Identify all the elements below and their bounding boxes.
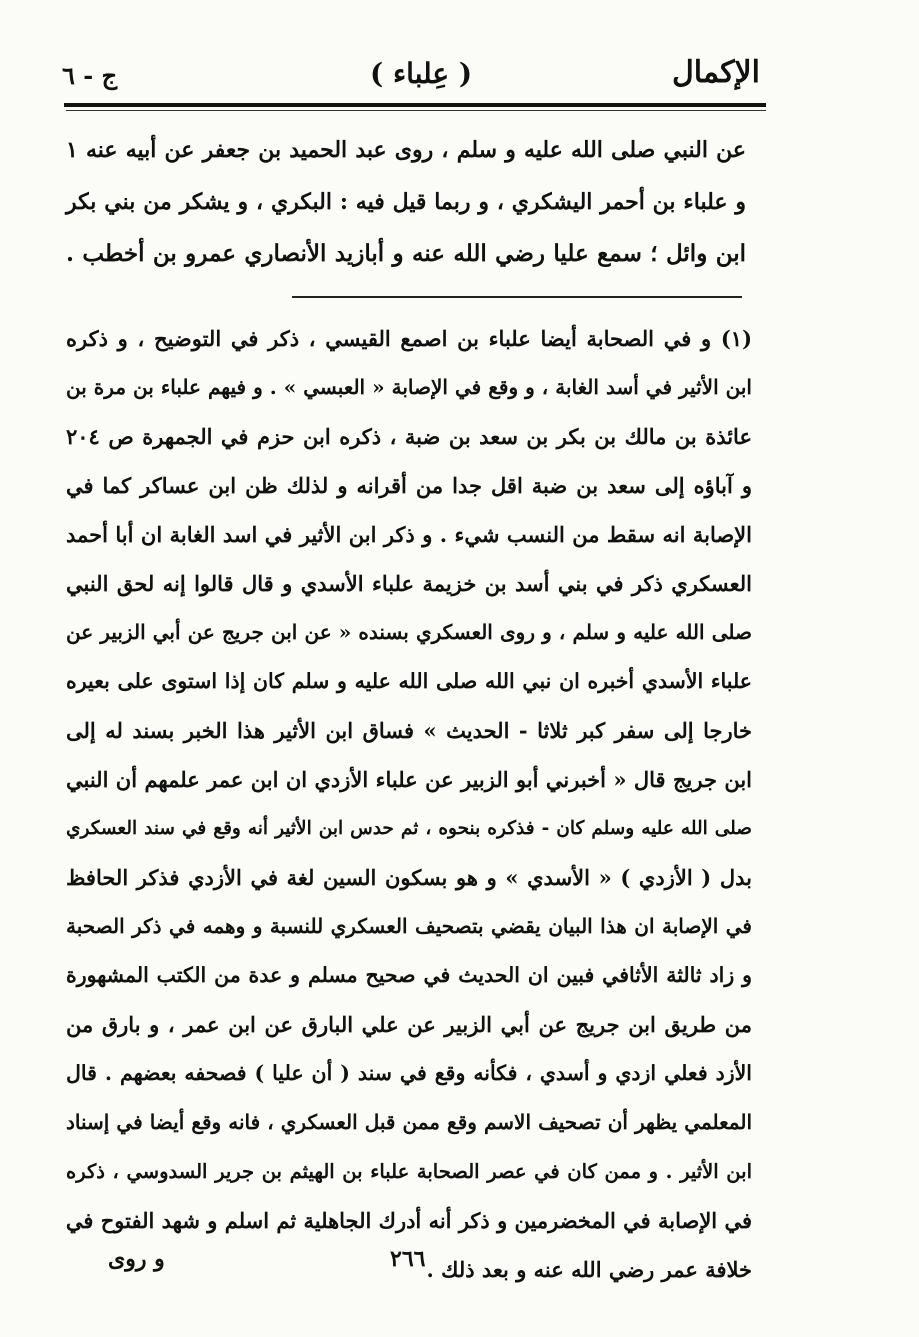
- book-title: الإكمال: [671, 55, 760, 90]
- footnote-line: خارجا إلى سفر كبر ثلاثا - الحديث » فساق ابن الأثير هذا الخبر بسند له إلى: [66, 718, 752, 743]
- footnote-line: عائذة بن مالك بن بكر بن سعد بن ضبة ، ذكره ابن حزم في الجمهرة ص ٢٠٤: [66, 424, 752, 449]
- footnote-line: العسكري ذكر في بني أسد بن خزيمة علباء الأسدي و قال قالوا إنه لحق النبي: [66, 571, 752, 596]
- footnote-line: في الإصابة ان هذا البيان يقضي بتصحيف العسكري للنسبة و وهمه في ذكر الصحبة: [66, 914, 752, 938]
- footnote-separator: [292, 296, 742, 298]
- entry-heading: ( عِلباء ): [370, 57, 473, 90]
- main-line: عن النبي صلى الله عليه و سلم ، روى عبد الحميد بن جعفر عن أبيه عنه ١: [66, 137, 746, 163]
- footnote-line: و زاد ثالثة الأثافي فبين ان الحديث في صحيح مسلم و عدة من الكتب المشهورة: [66, 963, 752, 987]
- footnote-line: صلى الله عليه وسلم كان - فذكره بنحوه ، ثم حدس ابن الأثير أنه وقع في سند العسكري: [66, 818, 752, 839]
- footnote-line: صلى الله عليه و سلم ، و روى العسكري بسنده « عن ابن جريج عن أبي الزبير عن: [66, 620, 752, 644]
- catchword: و روى: [108, 1246, 165, 1272]
- footnote-line: ابن جريج قال « أخبرني أبو الزبير عن علباء الأزدي ان ابن عمر علمهم أن النبي: [66, 767, 752, 792]
- main-text: [66, 124, 746, 280]
- volume-label: ج - ٦: [62, 61, 118, 90]
- footnote-line: في الإصابة في المخضرمين و ذكر أنه أدرك الجاهلية ثم اسلم و شهد الفتوح في: [65, 1208, 752, 1233]
- footnote-line: علباء الأسدي أخبره ان نبي الله صلى الله عليه و سلم كان إذا استوى على بعيره: [66, 669, 752, 693]
- page-number: ٢٦٦: [390, 1246, 426, 1272]
- footnote-line: المعلمي يظهر أن تصحيف الاسم وقع ممن قبل العسكري ، فانه وقع أيضا في إسناد: [66, 1110, 752, 1134]
- header-rule-thin: [66, 110, 766, 111]
- running-header: [60, 55, 760, 101]
- footnote-line: خلافة عمر رضي الله عنه و بعد ذلك .: [426, 1257, 752, 1282]
- header-rule: [64, 103, 766, 107]
- main-line: ابن وائل ؛ سمع عليا رضي الله عنه و أبازيد الأنصاري عمرو بن أخطب .: [66, 240, 746, 267]
- footnote-line: (١) و في الصحابة أيضا علباء بن اصمع القيسي ، ذكر في التوضيح ، و ذكره: [66, 326, 752, 351]
- footnote-line: ابن الأثير . و ممن كان في عصر الصحابة علباء بن الهيثم بن جرير السدوسي ، ذكره: [66, 1160, 752, 1183]
- footnote-line: ابن الأثير في أسد الغابة ، و وقع في الإصابة « العبسي » . و فيهم علباء بن مرة بن: [66, 375, 752, 399]
- footnote-line: و آباؤه إلى سعد بن ضبة اقل جدا من أقرانه و لذلك ظن ابن عساكر كما في: [66, 473, 752, 498]
- main-line: و علباء بن أحمر اليشكري ، و ربما قيل فيه : البكري ، و يشكر من بني بكر: [66, 189, 746, 215]
- footnote-line: الإصابة انه سقط من النسب شيء . و ذكر ابن الأثير في اسد الغابة ان أبا أحمد: [66, 522, 752, 547]
- footnote-line: الأزد فعلي ازدي و أسدي ، فكأنه وقع في سند ( أن عليا ) فصحفه بعضهم . قال: [66, 1061, 752, 1085]
- page-footer: [60, 1246, 760, 1286]
- footnote-line: بدل ( الأزدي ) « الأسدي » و هو بسكون السين لغة في الأزدي فذكر الحافظ: [66, 865, 752, 890]
- footnotes: [66, 314, 752, 1294]
- footnote-line: من طريق ابن جريج عن أبي الزبير عن علي البارق عن ابن عمر ، و بارق من: [66, 1012, 752, 1037]
